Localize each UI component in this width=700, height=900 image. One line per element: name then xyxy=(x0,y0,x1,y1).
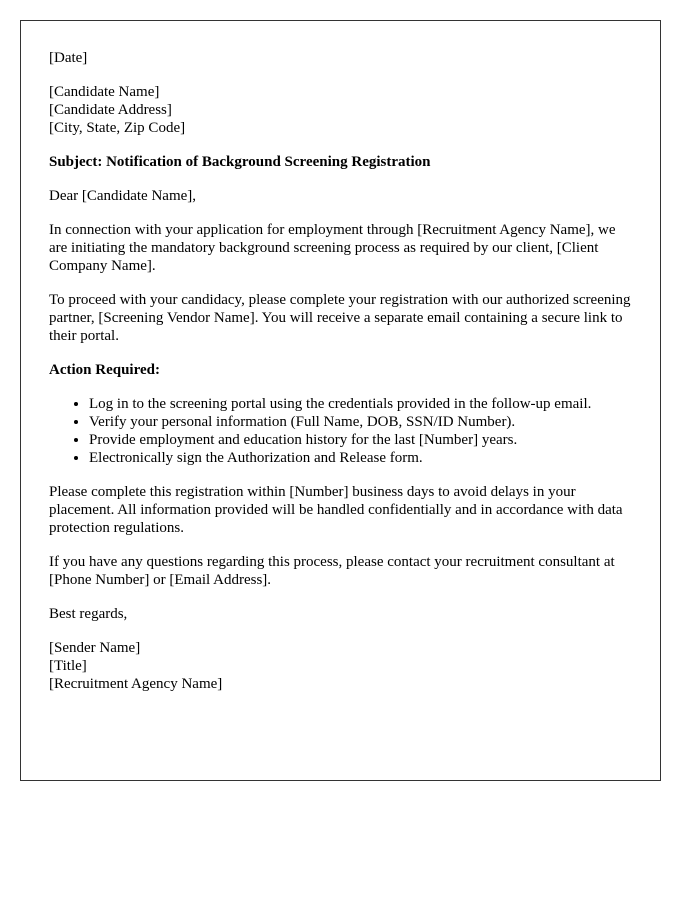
sender-title: [Title] xyxy=(49,658,87,674)
list-item: • Verify your personal information (Full Name, DOB, SSN/ID Number). xyxy=(89,413,632,431)
signature-block xyxy=(49,639,632,693)
action-list xyxy=(49,395,632,467)
recipient-address xyxy=(49,83,632,137)
recipient-street: [Candidate Address] xyxy=(49,102,172,118)
closing: Best regards, xyxy=(49,606,128,622)
salutation: Dear [Candidate Name], xyxy=(49,188,197,204)
action-heading: Action Required: xyxy=(49,362,160,378)
recipient-name: [Candidate Name] xyxy=(49,84,160,100)
paragraph-registration: To proceed with your candidacy, please complete your registration with our authorized screening partner, [Screening Vendor Name]. You will receive a separate email containing a secure link to their portal. xyxy=(49,292,631,344)
paragraph-intro: In connection with your application for employment through [Recruitment Agency Name], we are initiating the mandatory background screening process as required by our client, [Client Company Name]. xyxy=(49,222,616,274)
paragraph-contact: If you have any questions regarding this process, please contact your recruitment consultant at [Phone Number] or [Email Address]. xyxy=(49,554,615,588)
list-item: • Log in to the screening portal using the credentials provided in the follow-up email. xyxy=(89,395,632,413)
sender-agency: [Recruitment Agency Name] xyxy=(49,676,223,692)
subject: Subject: Notification of Background Screening Registration xyxy=(49,154,431,170)
list-item: • Provide employment and education history for the last [Number] years. xyxy=(89,431,632,449)
paragraph-deadline: Please complete this registration within [Number] business days to avoid delays in your placement. All information provided will be handled confidentially and in accordance with data protection regulations. xyxy=(49,484,623,536)
date: [Date] xyxy=(49,50,88,66)
letter xyxy=(20,20,661,781)
recipient-city: [City, State, Zip Code] xyxy=(49,120,186,136)
list-item: • Electronically sign the Authorization and Release form. xyxy=(89,449,632,467)
sender-name: [Sender Name] xyxy=(49,640,141,656)
